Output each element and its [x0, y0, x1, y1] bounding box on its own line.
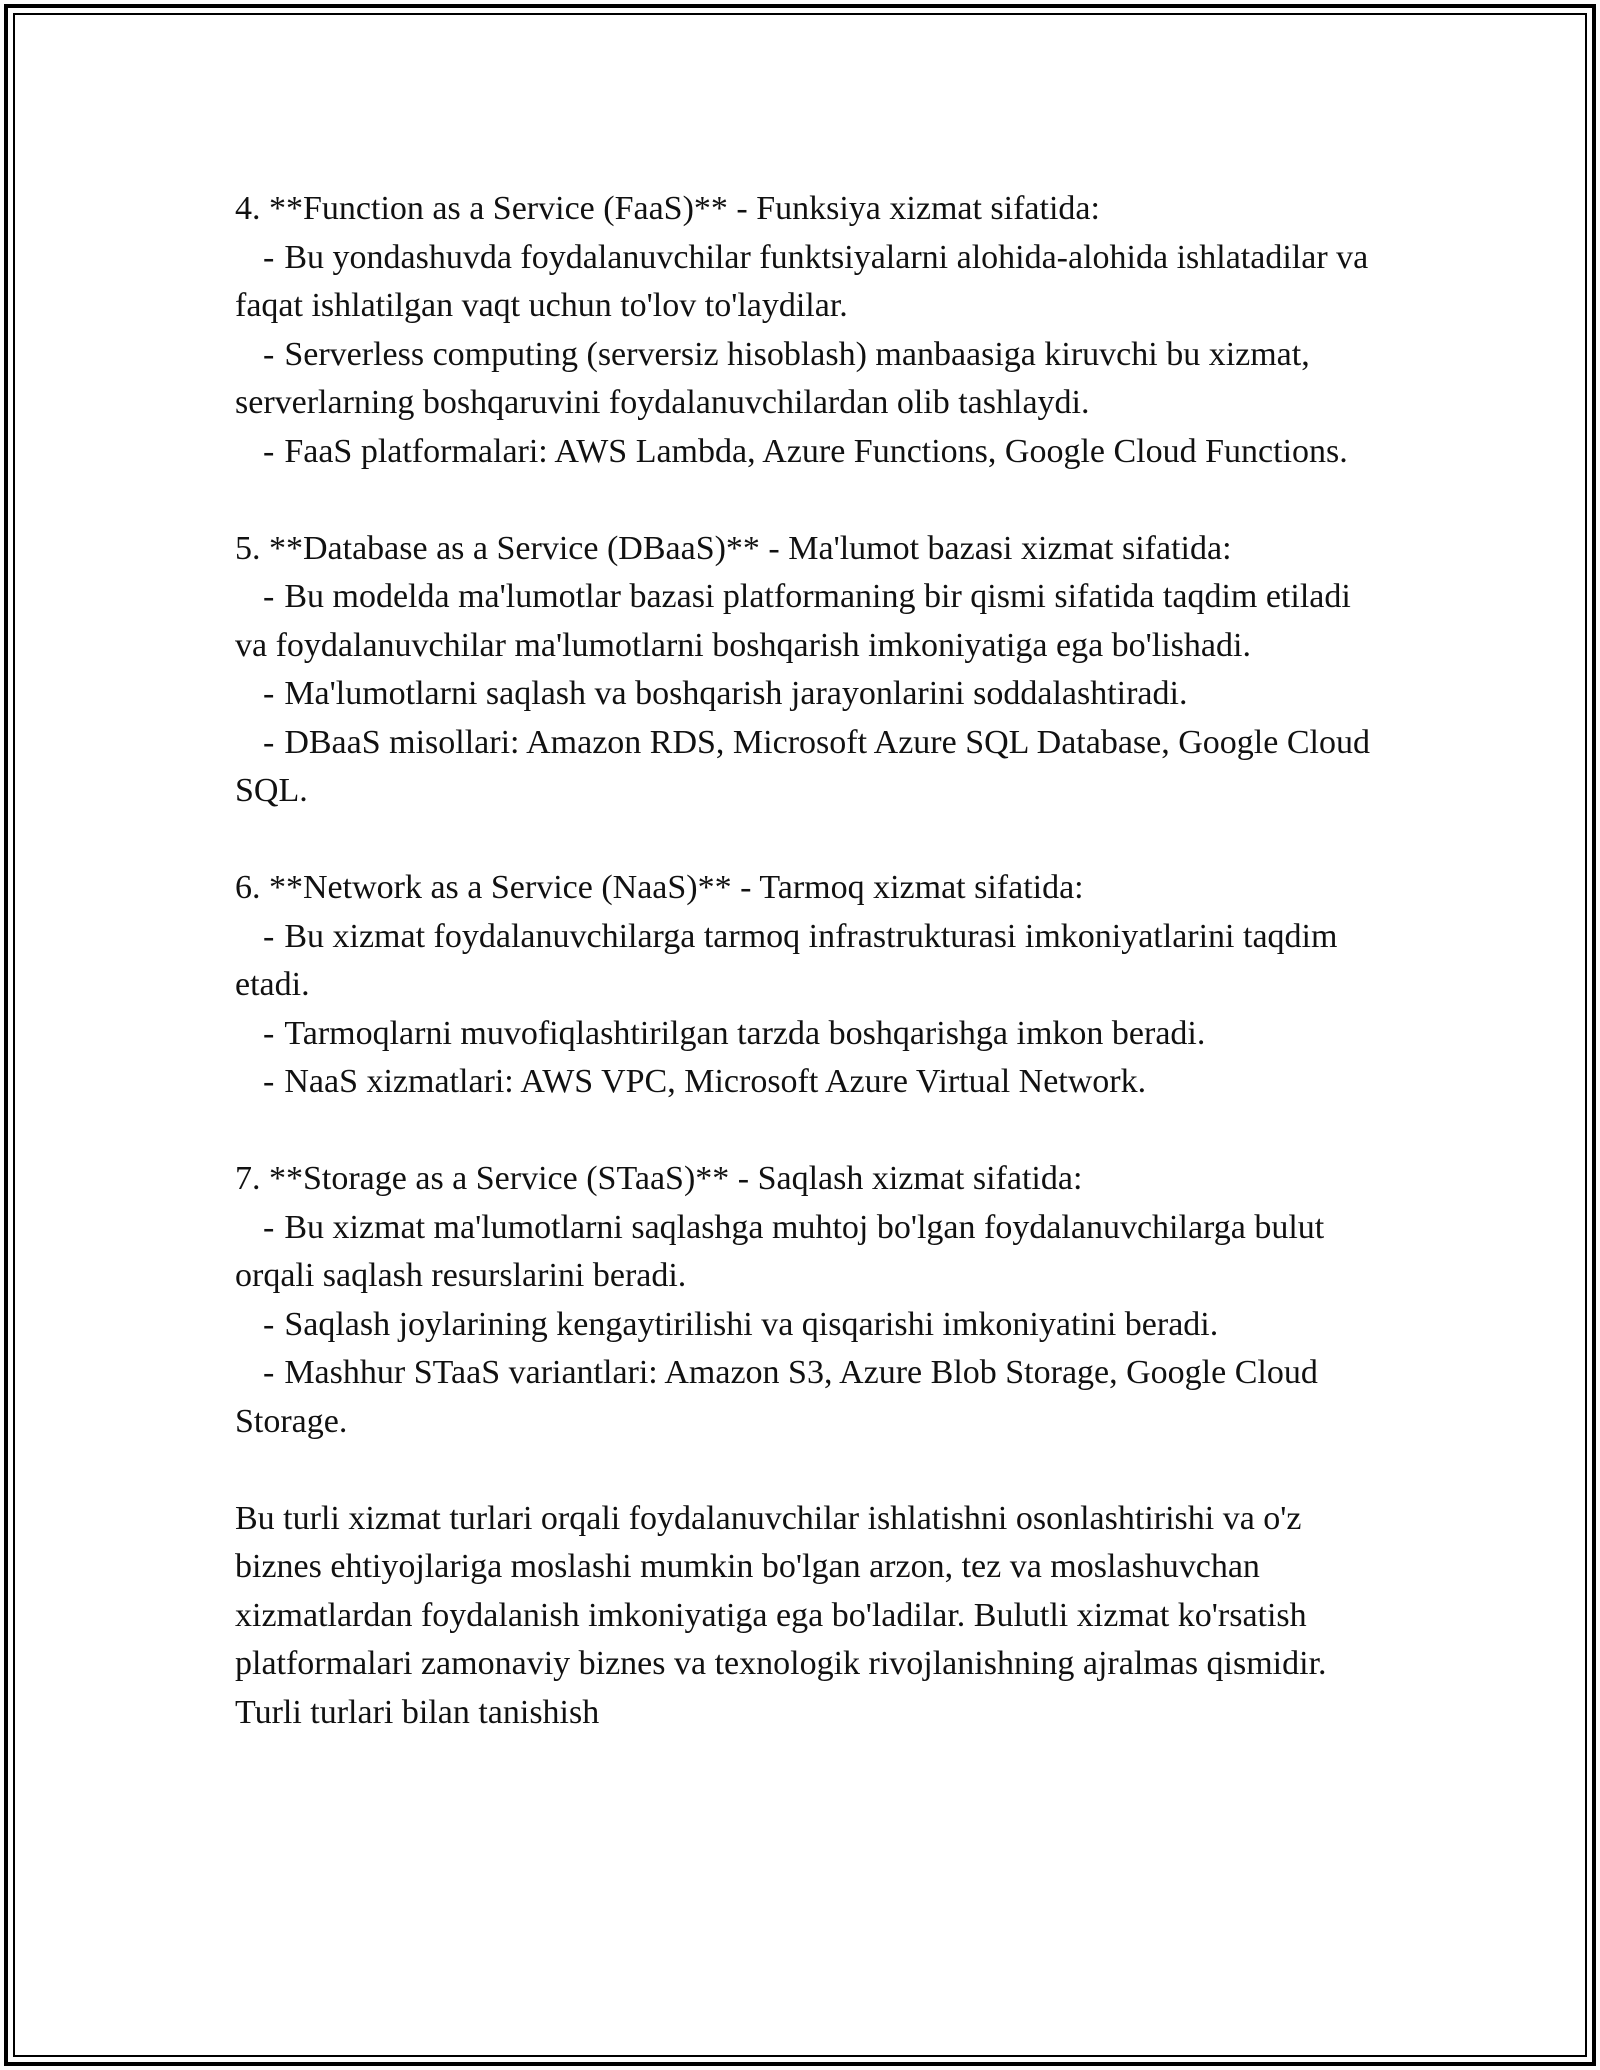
bullet-dash: -	[263, 1063, 275, 1100]
bullet-item	[235, 331, 1385, 428]
document-body	[235, 185, 1385, 1737]
section-heading: 4. **Function as a Service (FaaS)** - Funksiya xizmat sifatida:	[235, 190, 1100, 227]
bullet-text: Mashhur STaaS variantlari: Amazon S3, Azure Blob Storage, Google Cloud Storage.	[235, 1354, 1318, 1440]
bullet-dash: -	[263, 1305, 275, 1343]
bullet-item	[235, 670, 1385, 719]
bullet-dash: -	[263, 723, 275, 761]
bullet-item	[235, 913, 1385, 1010]
section-heading: 5. **Database as a Service (DBaaS)** - Ma'lumot bazasi xizmat sifatida:	[235, 529, 1232, 567]
section-faas	[235, 185, 1385, 476]
bullet-dash: -	[263, 1014, 275, 1052]
bullet-text: NaaS xizmatlari: AWS VPC, Microsoft Azure Virtual Network.	[284, 1063, 1147, 1100]
bullet-text: Serverless computing (serversiz hisoblash) manbaasiga kiruvchi bu xizmat, serverlarning boshqaruvini foydalanuvchilardan olib tashlaydi.	[235, 335, 1310, 421]
bullet-item	[235, 1301, 1385, 1350]
bullet-item	[235, 573, 1385, 670]
bullet-dash: -	[263, 1208, 275, 1246]
bullet-text: Ma'lumotlarni saqlash va boshqarish jarayonlarini soddalashtiradi.	[284, 675, 1188, 712]
section-heading: 6. **Network as a Service (NaaS)** - Tarmoq xizmat sifatida:	[235, 869, 1084, 906]
bullet-dash: -	[263, 675, 275, 712]
bullet-item	[235, 234, 1385, 331]
section-naas	[235, 864, 1385, 1107]
bullet-text: Saqlash joylarining kengaytirilishi va qisqarishi imkoniyatini beradi.	[284, 1305, 1219, 1343]
bullet-item	[235, 1010, 1385, 1059]
bullet-text: Bu xizmat ma'lumotlarni saqlashga muhtoj bo'lgan foydalanuvchilarga bulut orqali saqlash resurslarini beradi.	[235, 1208, 1325, 1294]
bullet-dash: -	[263, 1354, 275, 1391]
closing-paragraph: Bu turli xizmat turlari orqali foydalanuvchilar ishlatishni osonlashtirishi va o'z biznes ehtiyojlariga moslashi mumkin bo'lgan arzon, tez va moslashuvchan xizmatlardan foydalanish imkoniyatiga ega bo'ladilar. Bulutli xizmat ko'rsatish platformalari zamonaviy biznes va texnologik rivojlanishning ajralmas qismidir. Turli turlari bilan tanishish	[235, 1499, 1327, 1731]
bullet-item	[235, 1349, 1385, 1446]
bullet-dash: -	[263, 578, 275, 615]
bullet-item	[235, 1058, 1385, 1107]
section-staas	[235, 1155, 1385, 1446]
bullet-dash: -	[263, 917, 275, 955]
bullet-text: DBaaS misollari: Amazon RDS, Microsoft Azure SQL Database, Google Cloud SQL.	[235, 723, 1370, 809]
bullet-dash: -	[263, 432, 275, 470]
bullet-text: FaaS platformalari: AWS Lambda, Azure Functions, Google Cloud Functions.	[284, 432, 1348, 470]
section-dbaas	[235, 525, 1385, 816]
bullet-text: Bu yondashuvda foydalanuvchilar funktsiyalarni alohida-alohida ishlatadilar va faqat ishlatilgan vaqt uchun to'lov to'laydilar.	[235, 238, 1369, 324]
bullet-text: Bu modelda ma'lumotlar bazasi platformaning bir qismi sifatida taqdim etiladi va foydalanuvchilar ma'lumotlarni boshqarish imkoniyatiga ega bo'lishadi.	[235, 578, 1351, 664]
bullet-item	[235, 719, 1385, 816]
bullet-text: Bu xizmat foydalanuvchilarga tarmoq infrastrukturasi imkoniyatlarini taqdim etadi.	[235, 917, 1338, 1003]
bullet-dash: -	[263, 335, 275, 373]
bullet-dash: -	[263, 238, 275, 276]
bullet-item	[235, 428, 1385, 477]
bullet-text: Tarmoqlarni muvofiqlashtirilgan tarzda boshqarishga imkon beradi.	[284, 1014, 1206, 1052]
bullet-item	[235, 1204, 1385, 1301]
section-heading: 7. **Storage as a Service (STaaS)** - Saqlash xizmat sifatida:	[235, 1160, 1083, 1197]
